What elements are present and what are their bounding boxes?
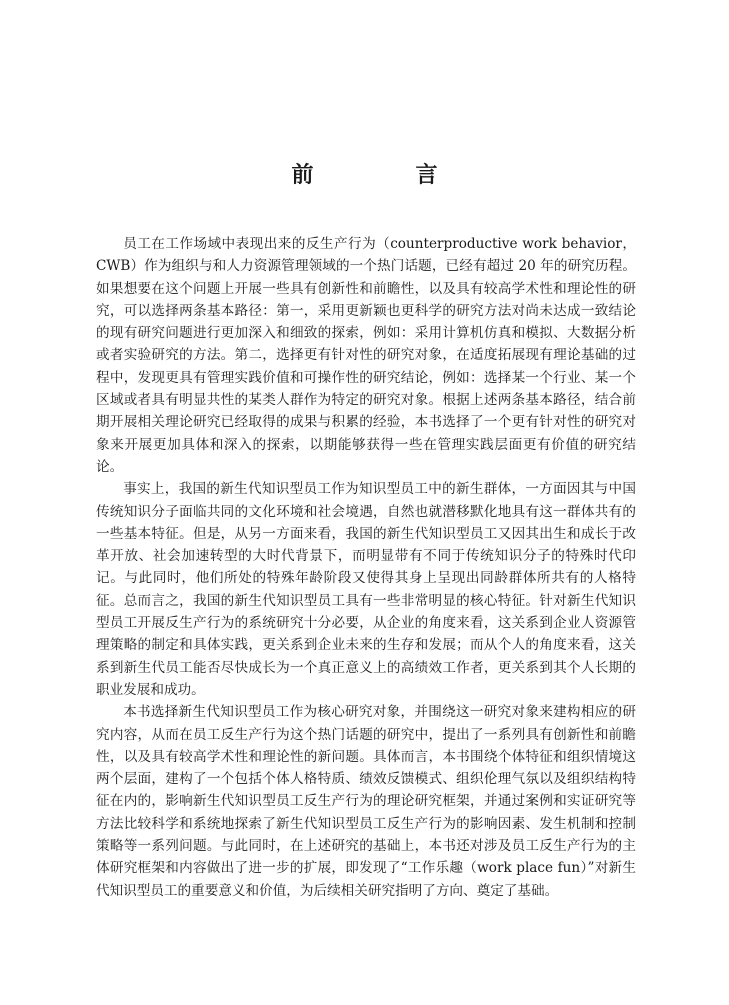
paragraph-3: 本书选择新生代知识型员工作为核心研究对象，并围绕这一研究对象来建构相应的研究内容，从而在员工反生产行为这个热门话题的研究中，提出了一系列具有创新性和前瞻性，以及具有较高学术性和理论性的新问题。具体而言，本书围绕个体特征和组织情境这两个层面，建构了一个包括个体人格特质、绩效反馈模式、组织伦理气氛以及组织结构特征在内的，影响新生代知识型员工反生产行为的理论研究框架，并通过案例和实证研究等方法比较科学和系统地探索了新生代知识型员工反生产行为的影响因素、发生机制和控制策略等一系列问题。与此同时，在上述研究的基础上，本书还对涉及员工反生产行为的主体研究框架和内容做出了进一步的扩展，即发现了“工作乐趣（work place fun）”对新生代知识型员工的重要意义和价值，为后续相关研究指明了方向、奠定了基础。 (96, 704, 636, 899)
paragraph-1: 员工在工作场域中表现出来的反生产行为（counterproductive work behavior，CWB）作为组织与和人力资源管理领域的一个热门话题，已经有超过 20 年的研究历程。如果想要在这个问题上开展一些具有创新性和前瞻性，以及具有较高学术性和理论性的研究，可以选择两条基本路径：第一，采用更新颖也更科学的研究方法对尚未达成一致结论的现有研究问题进行更加深入和细致的探索，例如：采用计算机仿真和模拟、大数据分析或者实验研究的方法。第二，选择更有针对性的研究对象，在适度拓展现有理论基础的过程中，发现更具有管理实践价值和可操作性的研究结论，例如：选择某一个行业、某一个区域或者具有明显共性的某类人群作为特定的研究对象。根据上述两条基本路径，结合前期开展相关理论研究已经取得的成果与积累的经验，本书选择了一个更有针对性的研究对象来开展更加具体和深入的探索，以期能够获得一些在管理实践层面更有价值的研究结论。 (96, 236, 636, 475)
preface-body (96, 233, 636, 902)
paragraph-2: 事实上，我国的新生代知识型员工作为知识型员工中的新生群体，一方面因其与中国传统知识分子面临共同的文化环境和社会境遇，自然也就潜移默化地具有这一群体共有的一些基本特征。但是，从另一方面来看，我国的新生代知识型员工又因其出生和成长于改革开放、社会加速转型的大时代背景下，而明显带有不同于传统知识分子的特殊时代印记。与此同时，他们所处的特殊年龄阶段又使得其身上呈现出同龄群体所共有的人格特征。总而言之，我国的新生代知识型员工具有一些非常明显的核心特征。针对新生代知识型员工开展反生产行为的系统研究十分必要，从企业的角度来看，这关系到企业人资源管理策略的制定和具体实践，更关系到企业未来的生存和发展；而从个人的角度来看，这关系到新生代员工能否尽快成长为一个真正意义上的高绩效工作者，更关系到其个人长期的职业发展和成功。 (96, 481, 636, 698)
page-title: 前 言 (291, 162, 478, 188)
